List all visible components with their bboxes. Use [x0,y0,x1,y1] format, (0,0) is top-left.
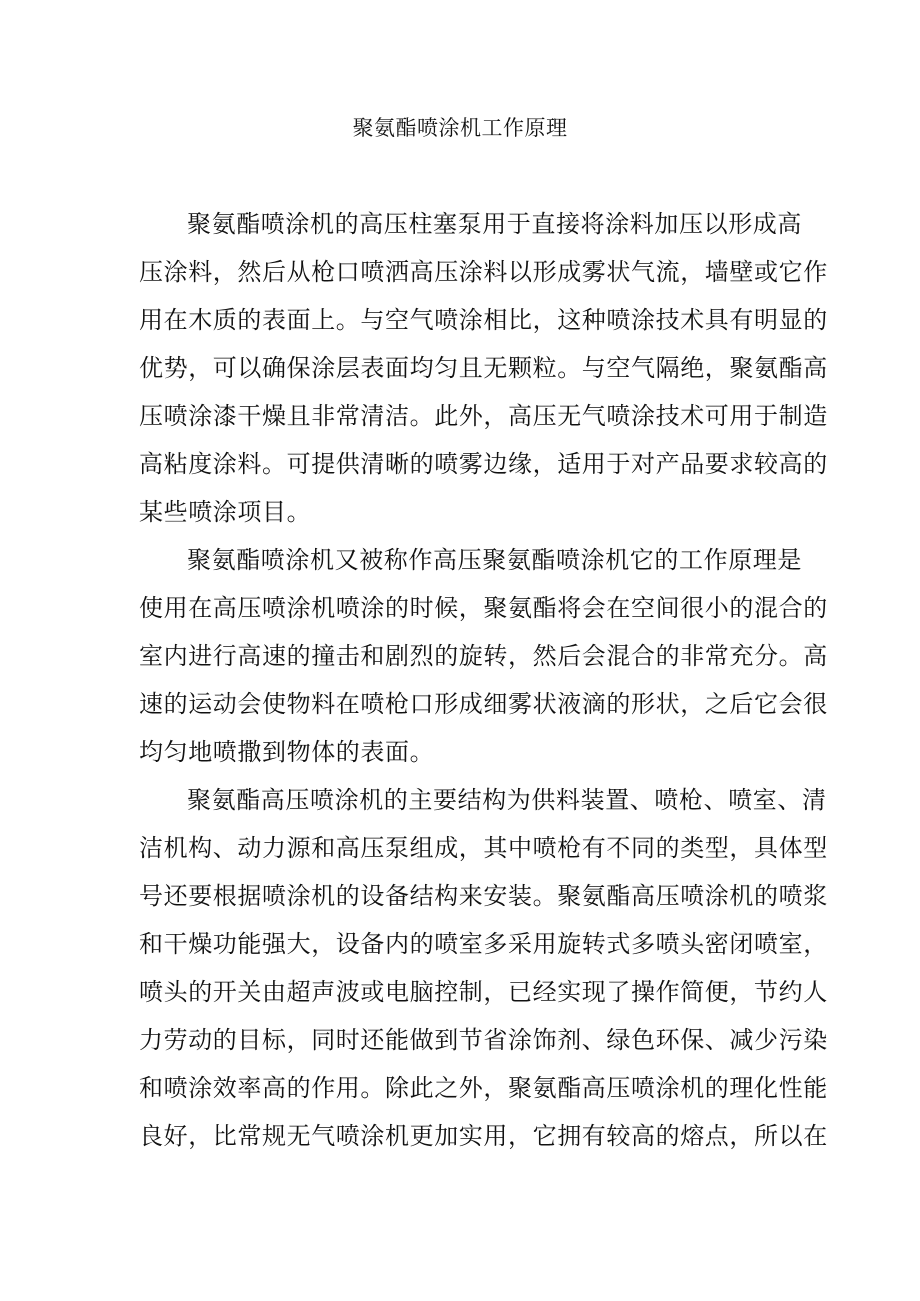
paragraph-line: 某些喷涂项目。 [139,498,312,526]
paragraph [139,200,828,536]
paragraph [139,776,828,1160]
paragraph-line: 室内进行高速的撞击和剧烈的旋转，然后会混合的非常充分。高 [139,642,828,670]
paragraph-line: 和干燥功能强大，设备内的喷室多采用旋转式多喷头密闭喷室， [139,930,828,958]
paragraph-line: 用在木质的表面上。与空气喷涂相比，这种喷涂技术具有明显的 [139,306,828,334]
paragraph-line: 良好，比常规无气喷涂机更加实用，它拥有较高的熔点，所以在 [139,1122,828,1150]
paragraph-line: 压涂料，然后从枪口喷洒高压涂料以形成雾状气流，墙壁或它作 [139,258,828,286]
paragraph-line: 使用在高压喷涂机喷涂的时候，聚氨酯将会在空间很小的混合的 [139,594,828,622]
paragraph-line: 聚氨酯喷涂机又被称作高压聚氨酯喷涂机它的工作原理是 [187,546,802,574]
paragraph-line: 和喷涂效率高的作用。除此之外，聚氨酯高压喷涂机的理化性能 [139,1074,828,1102]
paragraph-line: 号还要根据喷涂机的设备结构来安装。聚氨酯高压喷涂机的喷浆 [139,882,828,910]
paragraph-line: 高粘度涂料。可提供清晰的喷雾边缘，适用于对产品要求较高的 [139,450,828,478]
document-title: 聚氨酯喷涂机工作原理 [352,116,568,140]
document-body [139,200,828,1160]
paragraph-line: 洁机构、动力源和高压泵组成，其中喷枪有不同的类型，具体型 [139,834,828,862]
paragraph-line: 速的运动会使物料在喷枪口形成细雾状液滴的形状，之后它会很 [139,690,828,718]
paragraph-line: 均匀地喷撒到物体的表面。 [139,738,435,766]
paragraph-line: 优势，可以确保涂层表面均匀且无颗粒。与空气隔绝，聚氨酯高 [139,354,828,382]
paragraph-line: 力劳动的目标，同时还能做到节省涂饰剂、绿色环保、减少污染 [139,1026,828,1054]
paragraph-line: 聚氨酯高压喷涂机的主要结构为供料装置、喷枪、喷室、清 [187,786,827,814]
paragraph-line: 喷头的开关由超声波或电脑控制，已经实现了操作简便，节约人 [139,978,828,1006]
paragraph-line: 聚氨酯喷涂机的高压柱塞泵用于直接将涂料加压以形成高 [187,210,802,238]
paragraph [139,536,828,776]
paragraph-line: 压喷涂漆干燥且非常清洁。此外，高压无气喷涂技术可用于制造 [139,402,828,430]
